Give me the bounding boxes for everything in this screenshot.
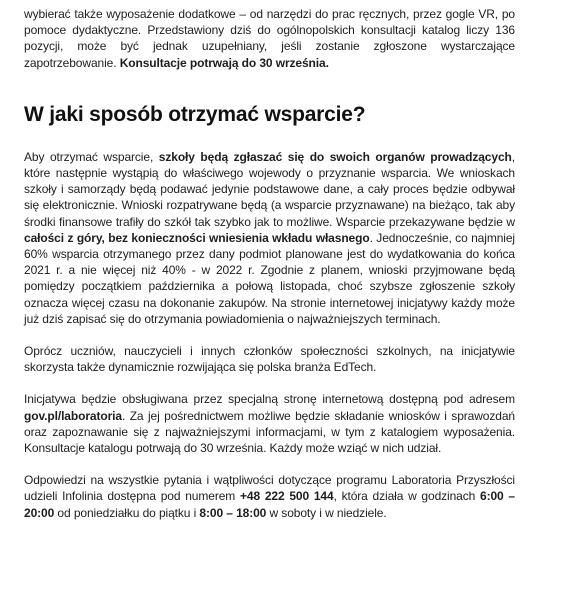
- paragraph-bold: szkoły będą zgłaszać się do swoich organów prowadzących: [158, 149, 512, 164]
- support-process-paragraph: [24, 149, 515, 327]
- intro-text: wybierać także wyposażenie dodatkowe – od narzędzi do prac ręcznych, przez gogle VR, po pomoce dydaktyczne. Przedstawiony dziś do ogólnopolskich konsultacji katalog liczy 136 pozycji, może być jednak uzupełniany, jeśli zostanie zgłoszone wystarczające zapotrzebowanie.: [24, 7, 515, 70]
- paragraph-text: . Za jej pośrednictwem możliwe będzie składanie wniosków i sprawozdań oraz zapoznawanie się z najważniejszymi informacjami, w tym z katalogiem wyposażenia. Konsultacje katalogu potrwają do 30 września. Każdy może wziąć w nich udział.: [24, 408, 515, 456]
- weekend-hours: 8:00 – 18:00: [199, 505, 267, 520]
- paragraph-text: Oprócz uczniów, nauczycieli i innych członków społeczności szkolnych, na inicjatywie skorzysta także dynamicznie rozwijająca się polska branża EdTech.: [24, 344, 515, 375]
- helpline-number: +48 222 500 144: [239, 489, 334, 504]
- paragraph-bold: całości z góry, bez konieczności wniesienia wkładu własnego: [24, 230, 370, 245]
- section-heading: W jaki sposób otrzymać wsparcie?: [24, 102, 366, 126]
- paragraph-text: od poniedziałku do piątku i: [54, 505, 200, 520]
- paragraph-text: , które następnie wystąpią do właściwego wojewody o przyznanie wsparcia. We wnioskach szkoły i samorządy będą podawać jedynie podstawowe dane, a cały proces będzie odbywał się elektronicznie. Wnioski rozpatrywane będą (a wsparcie przyznawane) na bieżąco, tak aby środki finansowe trafiły do szkół tak szybko jak to możliwe. Wsparcie przekazywane będzie w: [24, 149, 515, 229]
- edtech-paragraph: [24, 343, 515, 375]
- paragraph-text: Aby otrzymać wsparcie,: [24, 149, 159, 164]
- paragraph-text: , która działa w godzinach: [333, 489, 481, 504]
- paragraph-text: w soboty i w niedziele.: [266, 505, 387, 520]
- helpline-paragraph: [24, 472, 515, 521]
- paragraph-text: Odpowiedzi na wszystkie pytania i wątpliwości dotyczące programu Laboratoria Przyszłości udzieli Infolinia dostępna pod numerem: [24, 473, 515, 504]
- intro-paragraph: [24, 6, 515, 71]
- paragraph-text: Inicjatywa będzie obsługiwana przez specjalną stronę internetową dostępną pod adresem: [24, 392, 515, 407]
- consultation-deadline: Konsultacje potrwają do 30 września.: [119, 55, 329, 70]
- paragraph-text: . Jednocześnie, co najmniej 60% wsparcia otrzymanego przez dany podmiot planowane jest do wydatkowania do końca 2021 r. a nie więcej niż 40% - w 2022 r. Zgodnie z planem, wnioski przyjmowane będą pomiędzy początkiem października a połową listopada, choć szybsze zgłoszenie szkoły oznacza więcej czasu na dokonanie zakupów. Na stronie internetowej inicjatywy każdy może już dziś zapisać się do otrzymania powiadomienia o najważniejszych terminach.: [24, 230, 515, 326]
- website-paragraph: [24, 391, 515, 456]
- weekday-hours: 6:00 – 20:00: [24, 489, 515, 520]
- website-address: gov.pl/laboratoria: [24, 408, 122, 423]
